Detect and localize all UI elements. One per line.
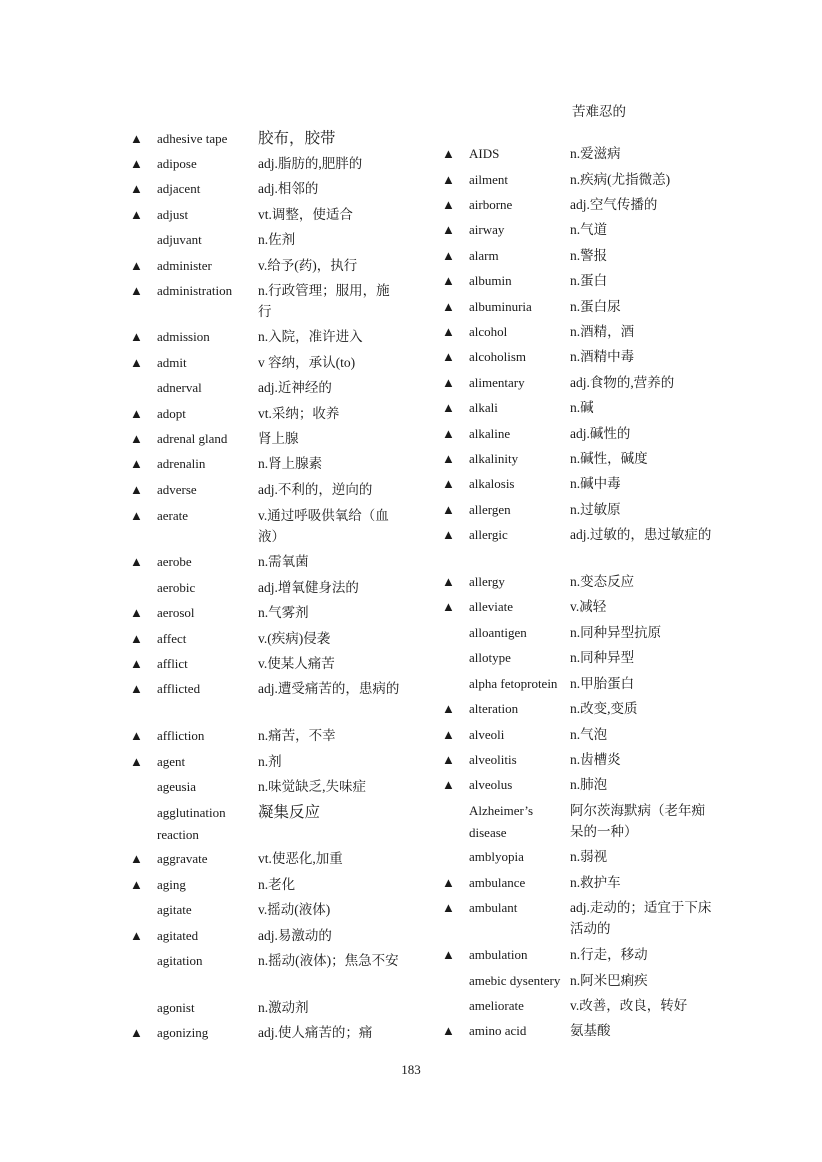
entry-definition: n.佐剂: [258, 232, 296, 247]
continuation-text: 苦难忍的: [572, 104, 626, 119]
entry-definition: n.剂: [258, 754, 282, 769]
entry-definition: adj.过敏的，患过敏症的: [570, 527, 712, 542]
triangle-marker-icon: ▲: [442, 324, 455, 339]
entry-definition: vt.调整，使适合: [258, 207, 353, 222]
entry-definition: 氨基酸: [570, 1023, 611, 1038]
triangle-marker-icon: ▲: [442, 172, 455, 187]
entry-term: administration: [157, 283, 233, 298]
triangle-marker-icon: ▲: [442, 451, 455, 466]
triangle-marker-icon: ▲: [442, 248, 455, 263]
triangle-marker-icon: ▲: [130, 283, 143, 298]
triangle-marker-icon: ▲: [130, 131, 143, 146]
entry-term: alkalinity: [469, 451, 519, 466]
triangle-marker-icon: ▲: [130, 431, 143, 446]
triangle-marker-icon: ▲: [442, 777, 455, 792]
triangle-marker-icon: ▲: [442, 426, 455, 441]
entry-definition: 凝集反应: [258, 804, 321, 821]
entry-term: alleviate: [469, 599, 514, 614]
triangle-marker-icon: ▲: [130, 728, 143, 743]
entry-term: aging: [157, 877, 186, 892]
triangle-marker-icon: ▲: [130, 207, 143, 222]
entry-definition: vt.使恶化,加重: [258, 851, 343, 866]
entry-term: alveolus: [469, 777, 513, 792]
entry-definition: n.蛋白尿: [570, 299, 621, 314]
entry-term: aerobe: [157, 554, 192, 569]
triangle-marker-icon: ▲: [130, 482, 143, 497]
entry-term: alveoli: [469, 727, 505, 742]
entry-term: ailment: [469, 172, 508, 187]
triangle-marker-icon: ▲: [442, 527, 455, 542]
entry-definition: adj.使人痛苦的；痛: [258, 1025, 373, 1040]
entry-term: albuminuria: [469, 299, 532, 314]
entry-term: aerosol: [157, 605, 195, 620]
entry-term: alimentary: [469, 375, 525, 390]
triangle-marker-icon: ▲: [130, 656, 143, 671]
entry-term: adhesive tape: [157, 131, 228, 146]
entry-term: agglutination reaction: [157, 805, 226, 842]
triangle-marker-icon: ▲: [130, 605, 143, 620]
entry-term: allergic: [469, 527, 508, 542]
triangle-marker-icon: ▲: [442, 947, 455, 962]
triangle-marker-icon: ▲: [442, 375, 455, 390]
entry-term: adipose: [157, 156, 197, 171]
entry-term: ambulation: [469, 947, 528, 962]
entry-definition: n.蛋白: [570, 273, 608, 288]
entry-definition: n.气泡: [570, 727, 608, 742]
triangle-marker-icon: ▲: [442, 727, 455, 742]
entry-definition: n.齿槽炎: [570, 752, 621, 767]
entry-term: agitated: [157, 928, 199, 943]
entry-term: albumin: [469, 273, 512, 288]
entry-definition: n.肾上腺素: [258, 456, 323, 471]
entry-term: ambulant: [469, 900, 518, 915]
entry-definition: v.使某人痛苦: [258, 656, 335, 671]
entry-definition: n.同种异型: [570, 650, 635, 665]
entry-term: affect: [157, 631, 187, 646]
entry-term: amino acid: [469, 1023, 527, 1038]
entry-definition: v.(疾病)侵袭: [258, 631, 331, 646]
entry-term: afflict: [157, 656, 188, 671]
entry-term: admit: [157, 355, 187, 370]
entry-definition: v.摇动(液体): [258, 902, 331, 917]
entry-term: affliction: [157, 728, 205, 743]
entry-definition: n.气雾剂: [258, 605, 309, 620]
entry-term: adjacent: [157, 181, 201, 196]
entry-definition: adj.相邻的: [258, 181, 319, 196]
entry-definition: n.阿米巴痢疾: [570, 973, 648, 988]
triangle-marker-icon: ▲: [130, 631, 143, 646]
entry-term: alkali: [469, 400, 498, 415]
triangle-marker-icon: ▲: [442, 599, 455, 614]
triangle-marker-icon: ▲: [442, 197, 455, 212]
entry-definition: n.碱中毒: [570, 476, 621, 491]
triangle-marker-icon: ▲: [442, 222, 455, 237]
triangle-marker-icon: ▲: [442, 875, 455, 890]
triangle-marker-icon: ▲: [130, 456, 143, 471]
entry-term: agitation: [157, 953, 203, 968]
entry-term: aerobic: [157, 580, 196, 595]
entry-definition: 阿尔茨海默病（老年痴呆的一种）: [570, 803, 705, 839]
entry-definition: n.需氧菌: [258, 554, 309, 569]
triangle-marker-icon: ▲: [130, 681, 143, 696]
entry-definition: n.碱性，碱度: [570, 451, 648, 466]
entry-term: agonizing: [157, 1025, 209, 1040]
entry-term: adopt: [157, 406, 186, 421]
entry-term: adjuvant: [157, 232, 202, 247]
triangle-marker-icon: ▲: [130, 877, 143, 892]
entry-term: adrenalin: [157, 456, 206, 471]
triangle-marker-icon: ▲: [442, 146, 455, 161]
entry-definition: v.改善，改良，转好: [570, 998, 688, 1013]
entry-definition: adj.增氧健身法的: [258, 580, 359, 595]
entry-term: adrenal gland: [157, 431, 228, 446]
entry-definition: n.痛苦，不幸: [258, 728, 336, 743]
entry-term: agitate: [157, 902, 192, 917]
entry-definition: n.行政管理；服用，施行: [258, 283, 390, 319]
entry-term: alteration: [469, 701, 519, 716]
entry-term: alkaline: [469, 426, 511, 441]
entry-term: allotype: [469, 650, 511, 665]
entry-definition: adj.食物的,营养的: [570, 375, 675, 390]
entry-definition: n.激动剂: [258, 1000, 309, 1015]
entry-definition: n.警报: [570, 248, 608, 263]
entry-definition: vt.采纳；收养: [258, 406, 340, 421]
entry-term: allergy: [469, 574, 505, 589]
triangle-marker-icon: ▲: [130, 928, 143, 943]
entry-term: alkalosis: [469, 476, 515, 491]
entry-definition: n.变态反应: [570, 574, 635, 589]
entry-definition: 肾上腺: [258, 431, 299, 446]
triangle-marker-icon: ▲: [442, 349, 455, 364]
triangle-marker-icon: ▲: [442, 273, 455, 288]
triangle-marker-icon: ▲: [130, 355, 143, 370]
entry-definition: adj.遭受痛苦的，患病的: [258, 681, 400, 696]
entry-definition: n.改变,变质: [570, 701, 638, 716]
triangle-marker-icon: ▲: [130, 258, 143, 273]
entry-definition: n.酒精，酒: [570, 324, 635, 339]
entry-definition: n.老化: [258, 877, 296, 892]
entry-definition: adj.近神经的: [258, 380, 332, 395]
triangle-marker-icon: ▲: [442, 476, 455, 491]
triangle-marker-icon: ▲: [130, 508, 143, 523]
entry-term: alloantigen: [469, 625, 527, 640]
triangle-marker-icon: ▲: [442, 701, 455, 716]
entry-term: alpha fetoprotein: [469, 676, 558, 691]
entry-term: ambulance: [469, 875, 526, 890]
entry-definition: v.减轻: [570, 599, 607, 614]
entry-definition: n.爱滋病: [570, 146, 621, 161]
entry-definition: adj.碱性的: [570, 426, 631, 441]
triangle-marker-icon: ▲: [442, 299, 455, 314]
entry-definition: adj.脂肪的,肥胖的: [258, 156, 363, 171]
entry-definition: adj.不利的，逆向的: [258, 482, 373, 497]
entry-definition: n.入院，准许进入: [258, 329, 363, 344]
entry-term: amebic dysentery: [469, 973, 561, 988]
triangle-marker-icon: ▲: [130, 181, 143, 196]
entry-definition: adj.走动的；适宜于下床活动的: [570, 900, 712, 936]
entry-definition: n.弱视: [570, 849, 608, 864]
entry-term: afflicted: [157, 681, 201, 696]
entry-term: Alzheimer’s disease: [469, 803, 534, 840]
entry-definition: n.味觉缺乏,失味症: [258, 779, 366, 794]
entry-term: ameliorate: [469, 998, 524, 1013]
entry-term: amblyopia: [469, 849, 524, 864]
entry-term: allergen: [469, 502, 511, 517]
entry-definition: n.救护车: [570, 875, 621, 890]
entry-definition: n.摇动(液体)；焦急不安: [258, 953, 399, 968]
entry-term: adnerval: [157, 380, 202, 395]
entry-term: AIDS: [469, 146, 500, 161]
entry-definition: n.肺泡: [570, 777, 608, 792]
entry-definition: n.碱: [570, 400, 594, 415]
triangle-marker-icon: ▲: [130, 156, 143, 171]
entry-definition: v 容纳，承认(to): [258, 355, 356, 370]
entry-definition: n.疾病(尤指微恙): [570, 172, 671, 187]
entry-definition: adj.空气传播的: [570, 197, 658, 212]
entry-term: agent: [157, 754, 186, 769]
triangle-marker-icon: ▲: [130, 851, 143, 866]
triangle-marker-icon: ▲: [130, 329, 143, 344]
entry-term: alcoholism: [469, 349, 527, 364]
triangle-marker-icon: ▲: [130, 406, 143, 421]
triangle-marker-icon: ▲: [130, 554, 143, 569]
triangle-marker-icon: ▲: [442, 752, 455, 767]
triangle-marker-icon: ▲: [442, 502, 455, 517]
entry-term: adverse: [157, 482, 197, 497]
entry-term: ageusia: [157, 779, 196, 794]
entry-term: airway: [469, 222, 505, 237]
entry-definition: n.过敏原: [570, 502, 621, 517]
entry-term: administer: [157, 258, 212, 273]
triangle-marker-icon: ▲: [442, 1023, 455, 1038]
entry-definition: n.同种异型抗原: [570, 625, 662, 640]
entry-term: alcohol: [469, 324, 508, 339]
triangle-marker-icon: ▲: [442, 900, 455, 915]
entry-term: alarm: [469, 248, 499, 263]
triangle-marker-icon: ▲: [130, 1025, 143, 1040]
entry-definition: n.行走，移动: [570, 947, 648, 962]
entry-definition: v.给予(药)，执行: [258, 258, 358, 273]
triangle-marker-icon: ▲: [442, 574, 455, 589]
triangle-marker-icon: ▲: [442, 400, 455, 415]
entry-definition: n.气道: [570, 222, 608, 237]
entry-term: aggravate: [157, 851, 208, 866]
entry-term: airborne: [469, 197, 513, 212]
entry-term: aerate: [157, 508, 189, 523]
entry-definition: 胶布，胶带: [258, 130, 336, 147]
entry-definition: n.酒精中毒: [570, 349, 635, 364]
page-number: 183: [401, 1062, 421, 1077]
entry-term: agonist: [157, 1000, 195, 1015]
entry-definition: adj.易激动的: [258, 928, 332, 943]
entry-term: alveolitis: [469, 752, 517, 767]
triangle-marker-icon: ▲: [130, 754, 143, 769]
entry-term: adjust: [157, 207, 189, 222]
entry-definition: v.通过呼吸供氧给（血液）: [258, 508, 389, 544]
entry-term: admission: [157, 329, 210, 344]
entry-definition: n.甲胎蛋白: [570, 676, 635, 691]
